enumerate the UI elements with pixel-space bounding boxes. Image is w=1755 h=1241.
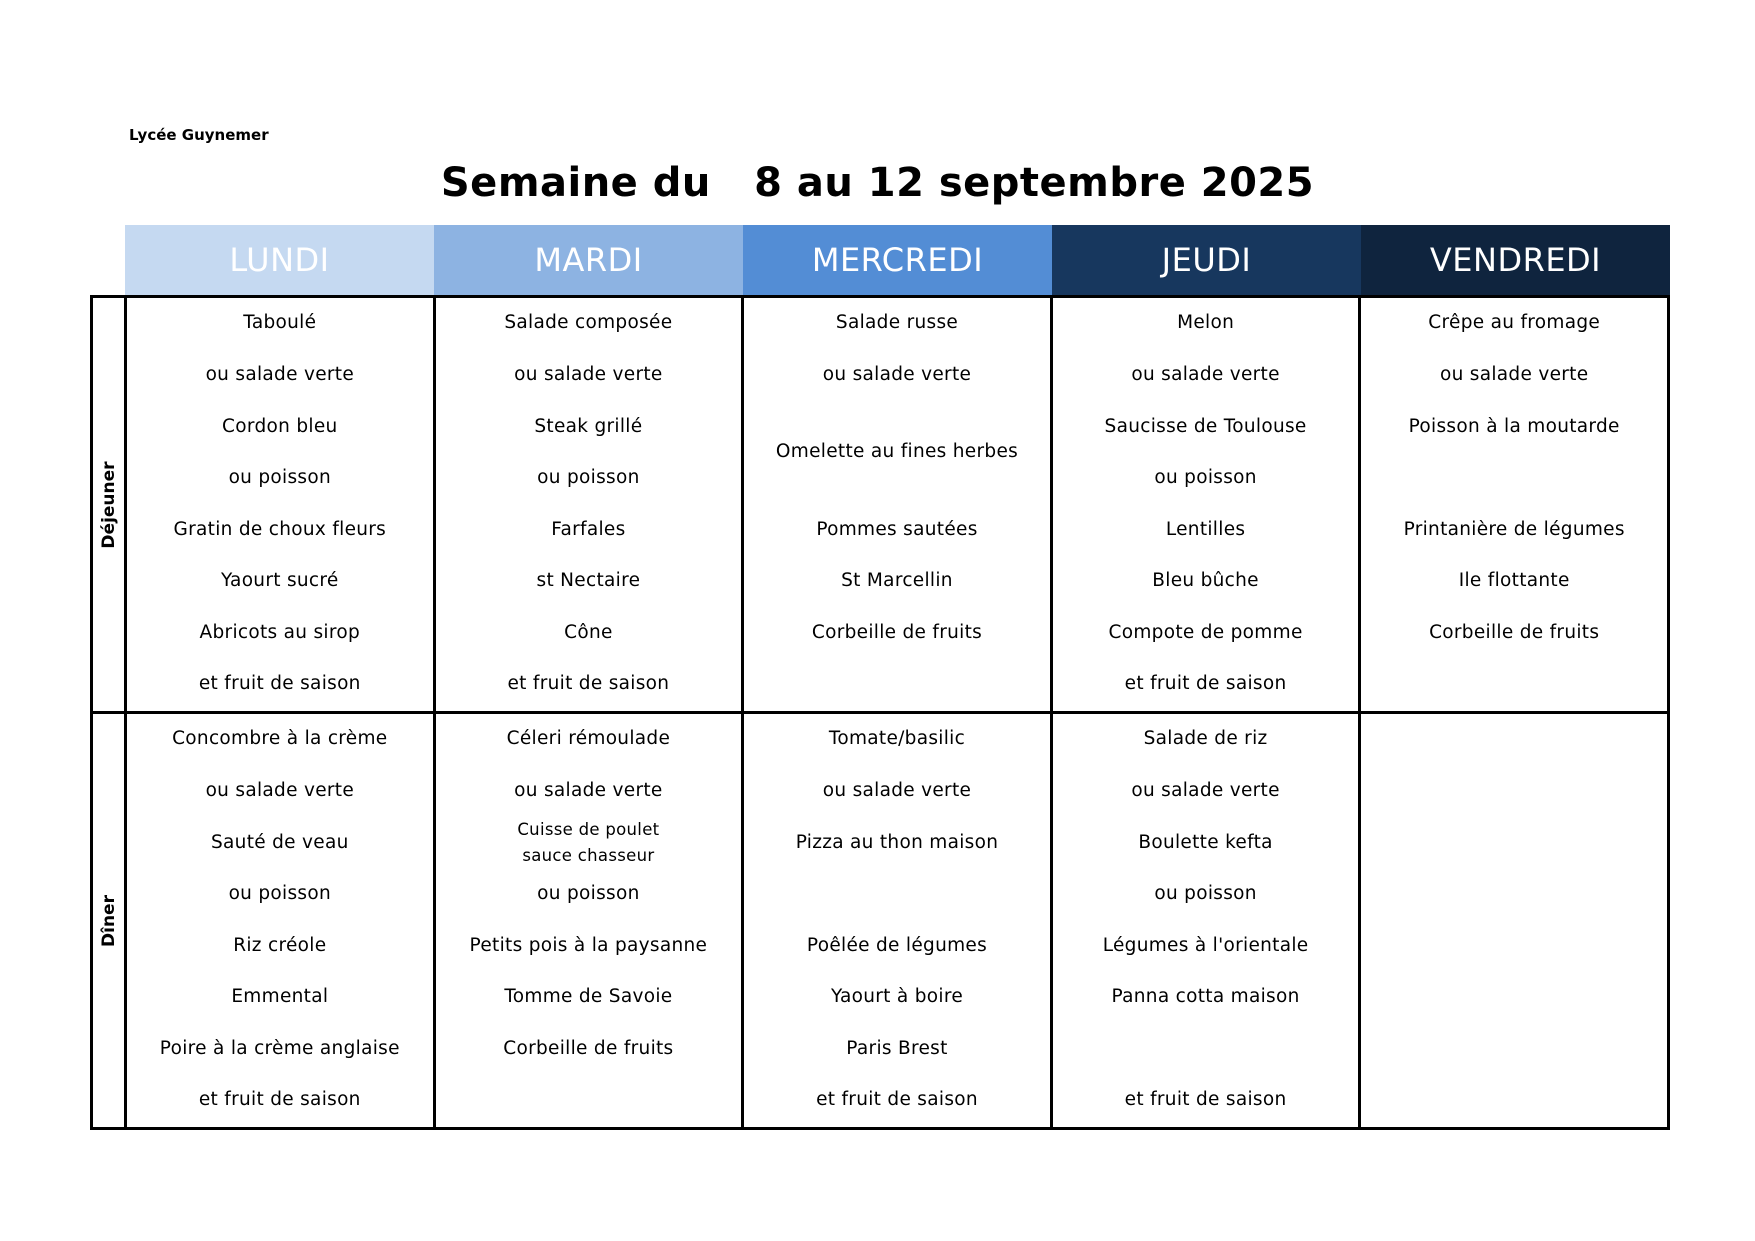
menu-item: Corbeille de fruits [1429, 621, 1600, 643]
menu-item: Tomate/basilic [828, 728, 966, 750]
lunch-label: Déjeuner [98, 460, 119, 549]
menu-item: Yaourt à boire [830, 986, 964, 1008]
menu-item: Riz créole [233, 934, 327, 956]
menu-item: Steak grillé [534, 415, 643, 437]
menu-item-two-lines [436, 817, 742, 869]
menu-item: Emmental [231, 986, 329, 1008]
menu-cell-dinner-tuesday [434, 713, 743, 1129]
day-header-friday: VENDREDI [1361, 225, 1670, 295]
menu-item: Corbeille de fruits [811, 621, 983, 643]
menu-item: et fruit de saison [816, 1089, 978, 1111]
menu-item: et fruit de saison [1124, 1089, 1287, 1111]
menu-item: ou salade verte [1439, 363, 1589, 385]
menu-item: Petits pois à la paysanne [469, 934, 708, 956]
menu-item: Gratin de choux fleurs [173, 518, 387, 540]
menu-item: Poire à la crème anglaise [159, 1037, 400, 1059]
menu-item-line: Cuisse de poulet [517, 819, 660, 839]
lunch-row [92, 297, 1669, 713]
menu-item: ou salade verte [1131, 779, 1280, 801]
menu-item: ou salade verte [205, 779, 355, 801]
menu-item [1361, 453, 1667, 505]
menu-cell-dinner-friday [1360, 713, 1669, 1129]
menu-cell-dinner-monday [126, 713, 435, 1129]
menu-item-line: sauce chasseur [522, 845, 655, 865]
school-name: Lycée Guynemer [129, 126, 269, 144]
menu-cell-lunch-thursday [1051, 297, 1360, 713]
menu-item [1361, 1024, 1667, 1076]
menu-item: ou salade verte [205, 363, 355, 385]
menu-item [744, 869, 1050, 921]
menu-item: Bleu bûche [1152, 570, 1259, 592]
menu-item: ou salade verte [822, 363, 972, 385]
menu-item: Corbeille de fruits [503, 1037, 674, 1059]
menu-item: Légumes à l'orientale [1102, 934, 1309, 956]
menu-item: Poêlée de légumes [806, 934, 988, 956]
menu-table [90, 295, 1670, 1130]
menu-item: ou poisson [1154, 883, 1257, 905]
menu-item: Melon [1177, 312, 1235, 334]
menu-item: et fruit de saison [198, 673, 361, 695]
menu-item [744, 659, 1050, 711]
menu-item: Salade composée [504, 312, 673, 334]
menu-item: Printanière de légumes [1403, 518, 1625, 540]
menu-item: et fruit de saison [507, 673, 670, 695]
menu-item: Poisson à la moutarde [1408, 415, 1620, 437]
menu-item [436, 1075, 742, 1127]
menu-item: Abricots au sirop [199, 621, 361, 643]
day-header-thursday: JEUDI [1052, 225, 1361, 295]
menu-item [1361, 766, 1667, 818]
menu-cell-lunch-wednesday [743, 297, 1052, 713]
day-header-tuesday: MARDI [434, 225, 743, 295]
menu-item: ou salade verte [514, 779, 663, 801]
menu-item: Ile flottante [1458, 570, 1570, 592]
menu-item: St Marcellin [841, 570, 953, 592]
menu-item: et fruit de saison [1124, 673, 1287, 695]
menu-item: ou salade verte [514, 363, 663, 385]
menu-item: Salade russe [835, 312, 959, 334]
menu-item [1361, 972, 1667, 1024]
menu-item: Compote de pomme [1108, 621, 1303, 643]
menu-item [1361, 659, 1667, 711]
menu-item [1361, 1075, 1667, 1127]
menu-item [1361, 869, 1667, 921]
menu-item [1361, 817, 1667, 869]
menu-item: Pommes sautées [816, 518, 978, 540]
menu-item: Crêpe au fromage [1428, 312, 1601, 334]
menu-item: Salade de riz [1143, 728, 1268, 750]
menu-cell-lunch-friday [1360, 297, 1669, 713]
menu-item: ou salade verte [1131, 363, 1280, 385]
menu-item: Saucisse de Toulouse [1104, 415, 1307, 437]
menu-item: Farfales [551, 518, 626, 540]
menu-item: Céleri rémoulade [506, 728, 671, 750]
day-header-monday: LUNDI [125, 225, 434, 295]
menu-cell-dinner-thursday [1051, 713, 1360, 1129]
menu-item: st Nectaire [536, 570, 641, 592]
day-header-wednesday: MERCREDI [743, 225, 1052, 295]
menu-item: ou poisson [228, 883, 332, 905]
menu-item: Taboulé [243, 312, 317, 334]
menu-item: Pizza au thon maison [795, 831, 999, 853]
menu-item: ou poisson [537, 467, 640, 489]
menu-item [1053, 1024, 1359, 1076]
menu-item: Lentilles [1165, 518, 1246, 540]
menu-item: ou poisson [228, 467, 332, 489]
menu-item: Cône [564, 621, 613, 643]
menu-item: Yaourt sucré [221, 570, 339, 592]
menu-item: Boulette kefta [1138, 831, 1273, 853]
dinner-label: Dîner [98, 894, 119, 947]
menu-item: Paris Brest [846, 1037, 948, 1059]
menu-item [1361, 920, 1667, 972]
day-header-row [125, 225, 1670, 295]
menu-item: Concombre à la crème [172, 728, 388, 750]
menu-cell-lunch-tuesday [434, 297, 743, 713]
page-title: Semaine du 8 au 12 septembre 2025 [440, 160, 1315, 206]
menu-item: Tomme de Savoie [504, 986, 673, 1008]
dinner-row [92, 713, 1669, 1129]
menu-item: ou salade verte [822, 779, 972, 801]
menu-item: Panna cotta maison [1111, 986, 1300, 1008]
menu-cell-dinner-wednesday [743, 713, 1052, 1129]
lunch-label-cell [92, 297, 126, 713]
menu-item: Sauté de veau [210, 831, 349, 853]
menu-item: Cordon bleu [222, 415, 338, 437]
menu-item [1361, 714, 1667, 766]
menu-cell-lunch-monday [126, 297, 435, 713]
dinner-label-cell [92, 713, 126, 1129]
menu-item: et fruit de saison [198, 1089, 361, 1111]
menu-item: ou poisson [537, 883, 640, 905]
menu-item: Omelette au fines herbes [775, 441, 1019, 463]
menu-item: ou poisson [1154, 467, 1257, 489]
